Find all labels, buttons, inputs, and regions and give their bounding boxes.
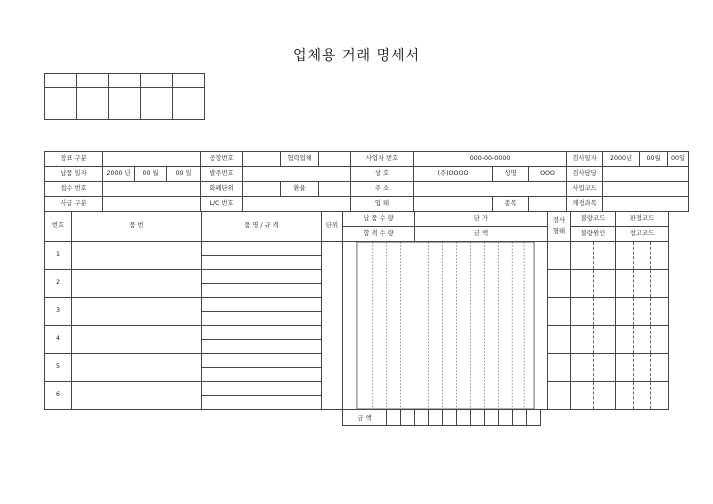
row-number: 3 xyxy=(45,298,72,326)
total-amount-label: 금 액 xyxy=(343,410,387,426)
part-no-cell[interactable] xyxy=(72,354,202,382)
total-digit-cell[interactable] xyxy=(485,410,499,426)
partner-label: 협력업체 xyxy=(281,152,319,167)
inspector-label: 검사담당 xyxy=(567,167,603,182)
part-no-header: 품 번 xyxy=(72,212,202,242)
delivery-date-label: 납품 일자 xyxy=(45,167,103,182)
defect-cell[interactable] xyxy=(571,242,616,270)
approval-sign-cell[interactable] xyxy=(141,88,173,120)
item-type-value[interactable] xyxy=(529,197,567,212)
currency-value[interactable] xyxy=(243,182,281,197)
account-value[interactable] xyxy=(603,197,689,212)
defect-cell[interactable] xyxy=(571,382,616,410)
factory-no-value[interactable] xyxy=(243,152,281,167)
inspect-type-header-line1: 검사 xyxy=(552,217,566,225)
receipt-no-label: 접수 번호 xyxy=(45,182,103,197)
order-no-value[interactable] xyxy=(243,167,351,182)
company-value[interactable]: (주)OOOO xyxy=(414,167,493,182)
row-number: 5 xyxy=(45,354,72,382)
defect-cell[interactable] xyxy=(571,298,616,326)
biz-no-value[interactable]: 000-00-0000 xyxy=(414,152,567,167)
total-digit-cell[interactable] xyxy=(499,410,513,426)
approval-sign-cell[interactable] xyxy=(109,88,141,120)
row-number: 2 xyxy=(45,270,72,298)
total-table xyxy=(342,409,541,426)
spec-cell[interactable] xyxy=(202,256,322,270)
document-title: 업체용 거래 명세서 xyxy=(292,48,421,64)
receipt-no-value[interactable] xyxy=(103,182,201,197)
name-spec-header: 품 명 / 규 격 xyxy=(202,212,322,242)
currency-label: 화폐단위 xyxy=(201,182,243,197)
approval-header-cell[interactable] xyxy=(109,74,141,88)
total-digit-cell[interactable] xyxy=(443,410,457,426)
inspect-day[interactable]: 00일 xyxy=(668,152,689,167)
delivery-day[interactable]: 00 일 xyxy=(167,167,201,182)
approval-header-cell[interactable] xyxy=(77,74,109,88)
lc-no-value[interactable] xyxy=(243,197,351,212)
defect-cell[interactable] xyxy=(571,270,616,298)
slip-type-value[interactable] xyxy=(103,152,201,167)
name-cell[interactable] xyxy=(202,270,322,284)
delivery-month[interactable]: 00 월 xyxy=(135,167,167,182)
inspect-type-cell[interactable] xyxy=(548,298,571,326)
part-no-cell[interactable] xyxy=(72,382,202,410)
slip-type-label: 장표 구분 xyxy=(45,152,103,167)
name-cell[interactable] xyxy=(202,382,322,396)
inspect-type-cell[interactable] xyxy=(548,354,571,382)
total-digit-cell[interactable] xyxy=(401,410,415,426)
business-type-label: 업 태 xyxy=(351,197,414,212)
total-digit-cell[interactable] xyxy=(429,410,443,426)
inspect-type-header xyxy=(548,212,571,242)
inspect-month[interactable]: 00월 xyxy=(640,152,668,167)
name-label: 성명 xyxy=(493,167,529,182)
approval-sign-cell[interactable] xyxy=(173,88,205,120)
unit-header: 단위 xyxy=(322,212,343,242)
approval-box xyxy=(44,73,205,120)
name-cell[interactable] xyxy=(202,298,322,312)
inspect-type-header-line2: 형태 xyxy=(552,227,566,235)
judge-cell[interactable] xyxy=(616,270,669,298)
warehouse-code-header: 창고코드 xyxy=(616,227,669,242)
exchange-value[interactable] xyxy=(319,182,351,197)
judge-cell[interactable] xyxy=(616,354,669,382)
no-header: 번호 xyxy=(45,212,72,242)
total-digit-cell[interactable] xyxy=(415,410,429,426)
spec-cell[interactable] xyxy=(202,312,322,326)
name-value[interactable]: OOO xyxy=(529,167,567,182)
spec-cell[interactable] xyxy=(202,284,322,298)
address-label: 주 소 xyxy=(351,182,414,197)
amount-header: 금 액 xyxy=(415,227,548,242)
row-number: 4 xyxy=(45,326,72,354)
total-digit-cell[interactable] xyxy=(387,410,401,426)
item-type-label: 종목 xyxy=(493,197,529,212)
judge-cell[interactable] xyxy=(616,298,669,326)
qty-amount-guides xyxy=(343,242,547,409)
total-digit-cell[interactable] xyxy=(457,410,471,426)
lc-no-label: L/C 번호 xyxy=(201,197,243,212)
inspect-type-cell[interactable] xyxy=(548,382,571,410)
total-digit-cell[interactable] xyxy=(513,410,527,426)
approval-header-cell[interactable] xyxy=(173,74,205,88)
row-number: 1 xyxy=(45,242,72,270)
inspect-year[interactable]: 2000년 xyxy=(603,152,640,167)
defect-cell[interactable] xyxy=(571,326,616,354)
business-code-label: 사업코드 xyxy=(567,182,603,197)
supply-type-value[interactable] xyxy=(103,197,201,212)
exchange-label: 환율 xyxy=(281,182,319,197)
name-cell[interactable] xyxy=(202,326,322,340)
items-table xyxy=(44,211,669,410)
spec-cell[interactable] xyxy=(202,340,322,354)
delivery-qty-header: 납 품 수 량 xyxy=(343,212,415,227)
company-label: 상 호 xyxy=(351,167,414,182)
address-value[interactable] xyxy=(414,182,567,197)
unit-price-header: 단 가 xyxy=(415,212,548,227)
inspect-date-label: 검사일자 xyxy=(567,152,603,167)
business-code-value[interactable] xyxy=(603,182,689,197)
approval-sign-cell[interactable] xyxy=(45,88,77,120)
total-digit-cell[interactable] xyxy=(527,410,541,426)
row-number: 6 xyxy=(45,382,72,410)
judge-cell[interactable] xyxy=(616,382,669,410)
biz-no-label: 사업자 번호 xyxy=(351,152,414,167)
spec-cell[interactable] xyxy=(202,368,322,382)
defect-cause-header: 불량원인 xyxy=(571,227,616,242)
judge-cell[interactable] xyxy=(616,326,669,354)
name-cell[interactable] xyxy=(202,354,322,368)
approval-sign-cell[interactable] xyxy=(77,88,109,120)
approval-header-cell[interactable] xyxy=(45,74,77,88)
account-label: 계정과목 xyxy=(567,197,603,212)
part-no-cell[interactable] xyxy=(72,270,202,298)
part-no-cell[interactable] xyxy=(72,242,202,270)
info-table xyxy=(44,151,689,212)
partner-value[interactable] xyxy=(319,152,351,167)
judge-code-header: 판정코드 xyxy=(616,212,669,227)
unit-column[interactable] xyxy=(322,242,343,410)
qty-amount-area[interactable] xyxy=(343,242,548,410)
defect-code-header: 불량코드 xyxy=(571,212,616,227)
part-no-cell[interactable] xyxy=(72,326,202,354)
inspector-value[interactable] xyxy=(603,167,689,182)
inspect-type-cell[interactable] xyxy=(548,270,571,298)
approval-header-cell[interactable] xyxy=(141,74,173,88)
judge-cell[interactable] xyxy=(616,242,669,270)
supply-type-label: 사급 구분 xyxy=(45,197,103,212)
order-no-label: 발주번호 xyxy=(201,167,243,182)
part-no-cell[interactable] xyxy=(72,298,202,326)
inspect-type-cell[interactable] xyxy=(548,326,571,354)
delivery-year[interactable]: 2000 년 xyxy=(103,167,135,182)
name-cell[interactable] xyxy=(202,242,322,256)
pass-qty-header: 합 격 수 량 xyxy=(343,227,415,242)
business-type-value[interactable] xyxy=(414,197,493,212)
factory-no-label: 공장번호 xyxy=(201,152,243,167)
total-digit-cell[interactable] xyxy=(471,410,485,426)
inspect-type-cell[interactable] xyxy=(548,242,571,270)
defect-cell[interactable] xyxy=(571,354,616,382)
spec-cell[interactable] xyxy=(202,396,322,410)
